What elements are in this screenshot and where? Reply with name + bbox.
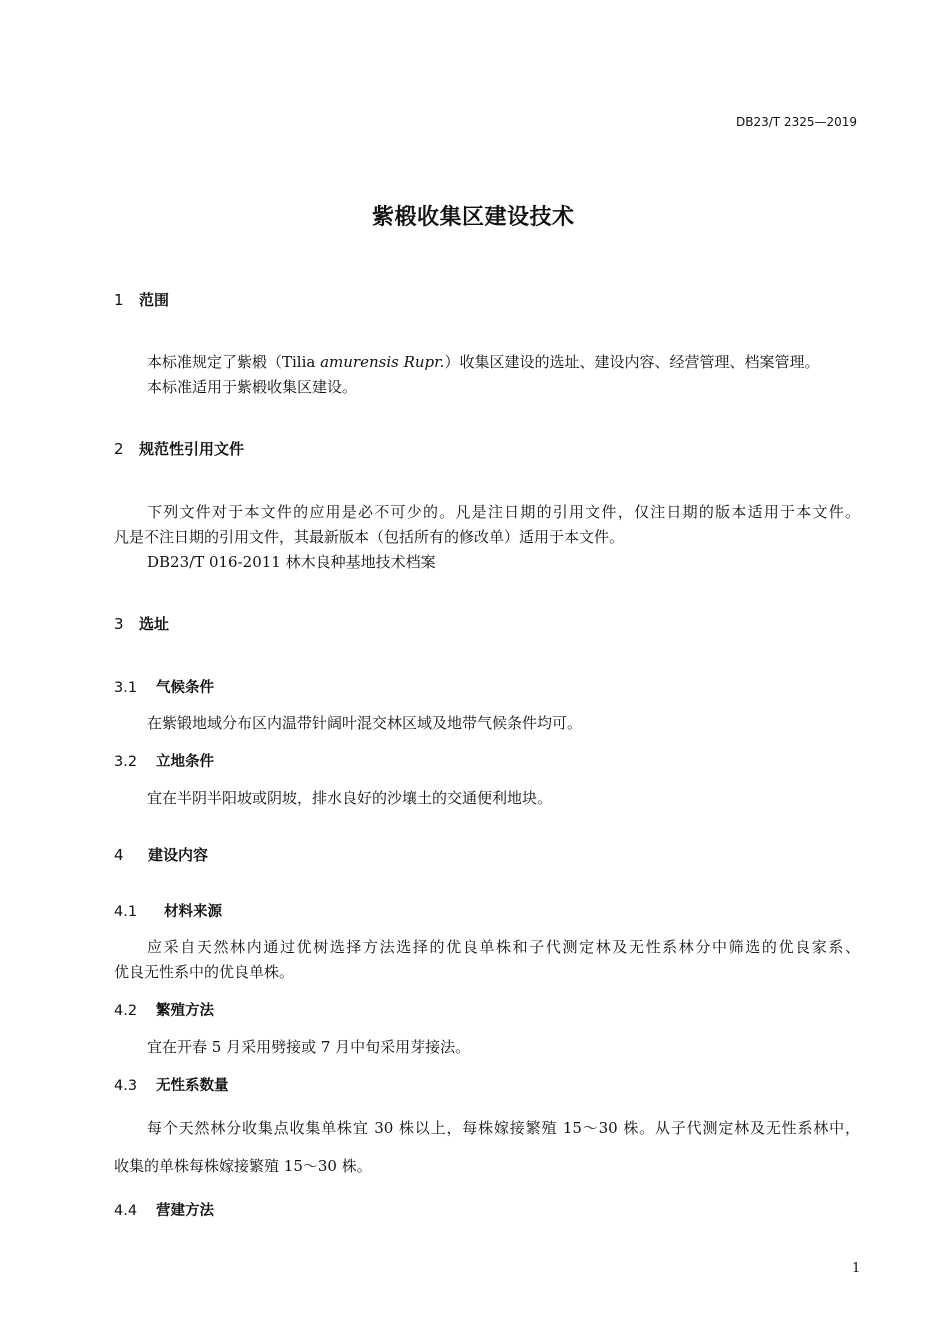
normative-paragraph-line-1: 下列文件对于本文件的应用是必不可少的。凡是注日期的引用文件，仅注日期的版本适用于本文件。: [147, 503, 860, 521]
scope-paragraph: [147, 351, 819, 372]
subsection-title: 无性系数量: [156, 1078, 229, 1094]
page-number: 1: [852, 1261, 861, 1276]
section-3-heading: [114, 613, 169, 634]
clone-quantity-line-1: 每个天然林分收集点收集单株宜 30 株以上，每株嫁接繁殖 15～30 株。从子代测定林及无性系林中，: [147, 1119, 860, 1137]
scope-text-end: ）收集区建设的选址、建设内容、经营管理、档案管理。: [444, 353, 820, 371]
subsection-title: 营建方法: [156, 1203, 214, 1219]
subsection-number: 4.4: [114, 1203, 138, 1219]
scope-latin-name: amurensis Rupr.: [320, 353, 445, 371]
clone-quantity-line-2: 收集的单株每株嫁接繁殖 15～30 株。: [114, 1157, 372, 1175]
section-title: 选址: [139, 615, 170, 633]
subsection-number: 4.3: [114, 1078, 138, 1094]
scope-text-start: 本标准规定了紫椴（Tilia: [147, 353, 321, 371]
section-1-heading: [114, 289, 169, 310]
section-number: 1: [114, 291, 124, 309]
site-text: 宜在半阴半阳坡或阴坡，排水良好的沙壤土的交通便利地块。: [147, 789, 553, 807]
section-title: 范围: [139, 291, 170, 309]
subsection-3-2-heading: [114, 750, 214, 771]
section-number: 3: [114, 615, 124, 633]
section-number: 4: [114, 846, 124, 864]
subsection-title: 材料来源: [164, 904, 222, 920]
section-number: 2: [114, 440, 124, 458]
section-2-heading: [114, 438, 244, 459]
subsection-number: 4.2: [114, 1003, 138, 1019]
section-4-heading: [114, 844, 208, 865]
subsection-title: 气候条件: [156, 680, 214, 696]
subsection-3-1-heading: [114, 676, 214, 697]
subsection-4-2-heading: [114, 999, 214, 1020]
subsection-4-4-heading: [114, 1199, 214, 1220]
section-title: 建设内容: [148, 846, 209, 864]
climate-text: 在紫锻地域分布区内温带针阔叶混交林区域及地带气候条件均可。: [147, 714, 583, 732]
subsection-4-1-heading: [114, 900, 222, 921]
subsection-number: 3.1: [114, 680, 138, 696]
document-code: DB23/T 2325—2019: [736, 115, 858, 129]
subsection-4-3-heading: [114, 1074, 229, 1095]
material-source-line-2: 优良无性系中的优良单株。: [114, 963, 295, 981]
section-title: 规范性引用文件: [139, 440, 245, 458]
normative-paragraph-line-2: 凡是不注日期的引用文件，其最新版本（包括所有的修改单）适用于本文件。: [114, 528, 625, 546]
document-title: 紫椴收集区建设技术: [372, 205, 575, 230]
material-source-line-1: 应采自天然林内通过优树选择方法选择的优良单株和子代测定林及无性系林分中筛选的优良家系、: [147, 938, 860, 956]
scope-applicability: 本标准适用于紫椴收集区建设。: [147, 378, 358, 396]
subsection-title: 繁殖方法: [156, 1003, 214, 1019]
subsection-number: 4.1: [114, 904, 138, 920]
subsection-number: 3.2: [114, 754, 138, 770]
normative-reference: DB23/T 016-2011 林木良种基地技术档案: [147, 553, 436, 571]
subsection-title: 立地条件: [156, 754, 214, 770]
propagation-text: 宜在开春 5 月采用劈接或 7 月中旬采用芽接法。: [147, 1038, 471, 1056]
